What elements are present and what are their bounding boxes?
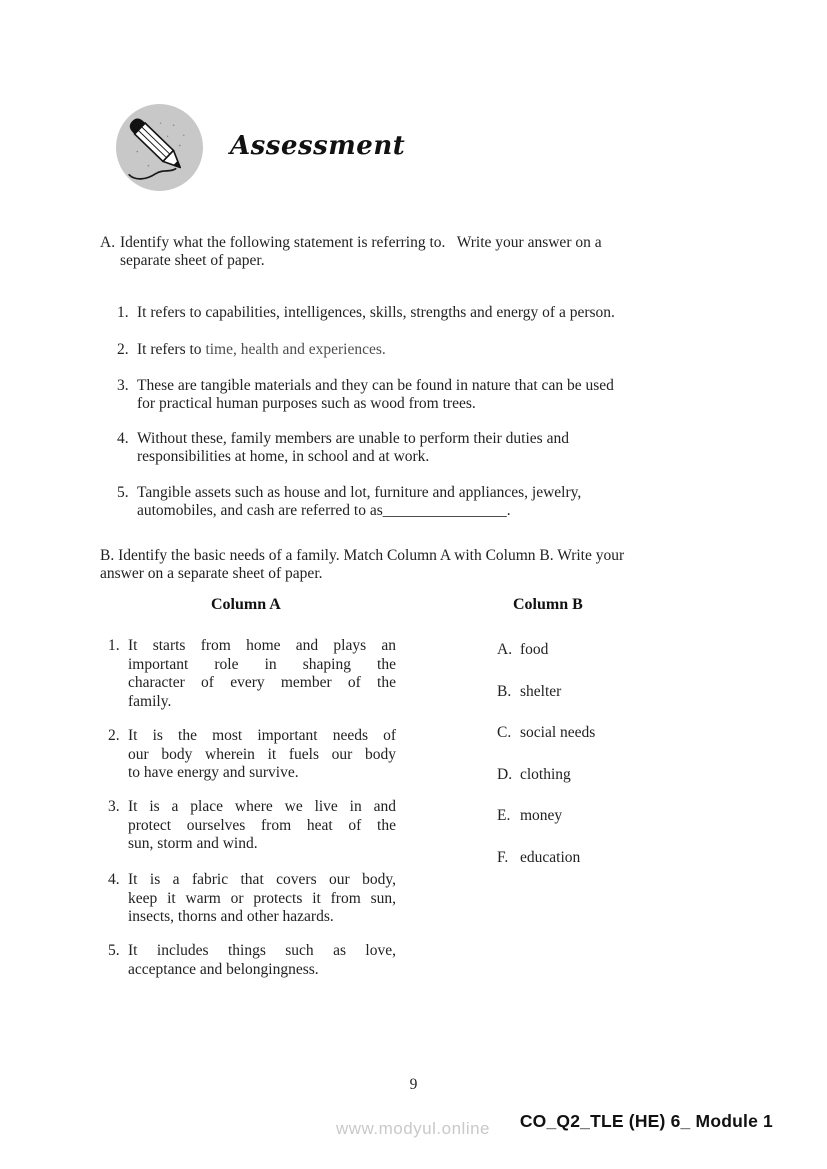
column-b-item-e [497, 807, 595, 826]
item-text [137, 484, 581, 520]
item-text [128, 942, 396, 979]
item-number: 1. [117, 304, 129, 321]
item-line: Without these, family members are unable to perform their duties and [137, 430, 569, 447]
option-letter: E. [497, 807, 511, 824]
section-a-item-1 [117, 304, 615, 322]
option-letter: A. [497, 641, 513, 658]
section-b-instruction [100, 547, 624, 583]
column-b-item-f [497, 849, 595, 868]
column-b-item-d [497, 766, 595, 785]
item-number: 4. [108, 871, 120, 888]
item-line: It refers to capabilities, intelligences, skills, strengths and energy of a person. [137, 304, 615, 321]
section-a-label: A. [100, 234, 116, 251]
item-line: family. [128, 692, 172, 710]
item-text [137, 304, 615, 322]
column-a-item-1 [108, 637, 398, 711]
column-a-item-4 [108, 871, 398, 927]
section-a-instruction [100, 234, 602, 270]
instruction-line: Identify what the following statement is referring to. Write your answer on a [120, 234, 602, 251]
item-line: These are tangible materials and they can be found in nature that can be used [137, 377, 614, 394]
item-line: important role in shaping the [128, 655, 396, 673]
option-text: shelter [520, 682, 562, 700]
item-line: It is a place where we live in and [128, 798, 396, 815]
column-a-item-5 [108, 942, 398, 979]
item-line: insects, thorns and other hazards. [128, 908, 334, 925]
item-line: protect ourselves from heat of the [128, 816, 396, 834]
instruction-line: answer on a separate sheet of paper. [100, 565, 323, 582]
column-b-item-b [497, 683, 595, 702]
item-line: It is a fabric that covers our body, [128, 871, 396, 888]
item-line: keep it warm or protects it from sun, [128, 889, 396, 907]
item-text [128, 727, 396, 783]
item-number: 2. [117, 341, 129, 358]
item-text [128, 637, 396, 711]
item-text [128, 871, 396, 927]
column-b-header: Column B [513, 596, 583, 613]
item-line: It starts from home and plays an [128, 637, 396, 654]
item-line: It is the most important needs of [128, 727, 396, 744]
item-number: 3. [117, 377, 129, 394]
column-b-list [497, 641, 595, 890]
item-number: 2. [108, 727, 120, 744]
item-text [137, 377, 614, 413]
item-line: sun, storm and wind. [128, 835, 258, 852]
option-text: clothing [520, 765, 571, 783]
option-letter: B. [497, 682, 512, 700]
item-line: to have energy and survive. [128, 764, 299, 781]
item-number: 1. [108, 637, 120, 654]
item-text [128, 798, 396, 854]
column-b-item-c [497, 724, 595, 743]
section-a-item-4 [117, 430, 569, 466]
option-letter: F. [497, 848, 509, 866]
section-a-item-3 [117, 377, 614, 413]
item-line: our body wherein it fuels our body [128, 745, 396, 763]
item-line: Tangible assets such as house and lot, furniture and appliances, jewelry, [137, 484, 582, 501]
item-text-normal: It refers to [137, 341, 206, 358]
column-a-item-3 [108, 798, 398, 854]
option-letter: C. [497, 724, 512, 741]
module-code: CO_Q2_TLE (HE) 6_ Module 1 [519, 1111, 773, 1131]
option-text: social needs [520, 724, 596, 741]
item-line: for practical human purposes such as wood from trees. [137, 395, 476, 412]
watermark-text: www.modyul.online [336, 1119, 491, 1138]
instruction-line: separate sheet of paper. [120, 252, 265, 269]
section-a-item-5 [117, 484, 581, 520]
item-number: 3. [108, 798, 120, 815]
item-number: 4. [117, 430, 129, 447]
column-a-header: Column A [211, 596, 281, 613]
column-a-item-2 [108, 727, 398, 783]
item-number: 5. [117, 484, 129, 501]
pencil-icon [115, 103, 204, 192]
item-text [137, 341, 386, 359]
item-line: character of every member of the [128, 674, 396, 691]
item-text-muted: time, health and experiences. [205, 341, 386, 358]
section-a-item-2 [117, 341, 386, 359]
item-line: acceptance and belongingness. [128, 960, 319, 978]
item-line: responsibilities at home, in school and at work. [137, 448, 430, 465]
item-text [137, 430, 569, 466]
page-number: 9 [409, 1076, 418, 1093]
section-a-instruction-text [120, 234, 602, 270]
option-text: money [520, 807, 563, 824]
item-line: automobiles, and cash are referred to as________________. [137, 502, 511, 519]
page-title: Assessment [230, 131, 406, 161]
pencil-icon-graphic [115, 103, 204, 192]
item-line: It includes things such as love, [128, 942, 396, 959]
option-text: education [520, 848, 581, 866]
column-b-item-a [497, 641, 595, 660]
item-number: 5. [108, 942, 120, 959]
option-text: food [520, 641, 549, 658]
item-line [137, 341, 386, 359]
instruction-line: B. Identify the basic needs of a family. Match Column A with Column B. Write your [100, 547, 625, 564]
option-letter: D. [497, 765, 513, 783]
